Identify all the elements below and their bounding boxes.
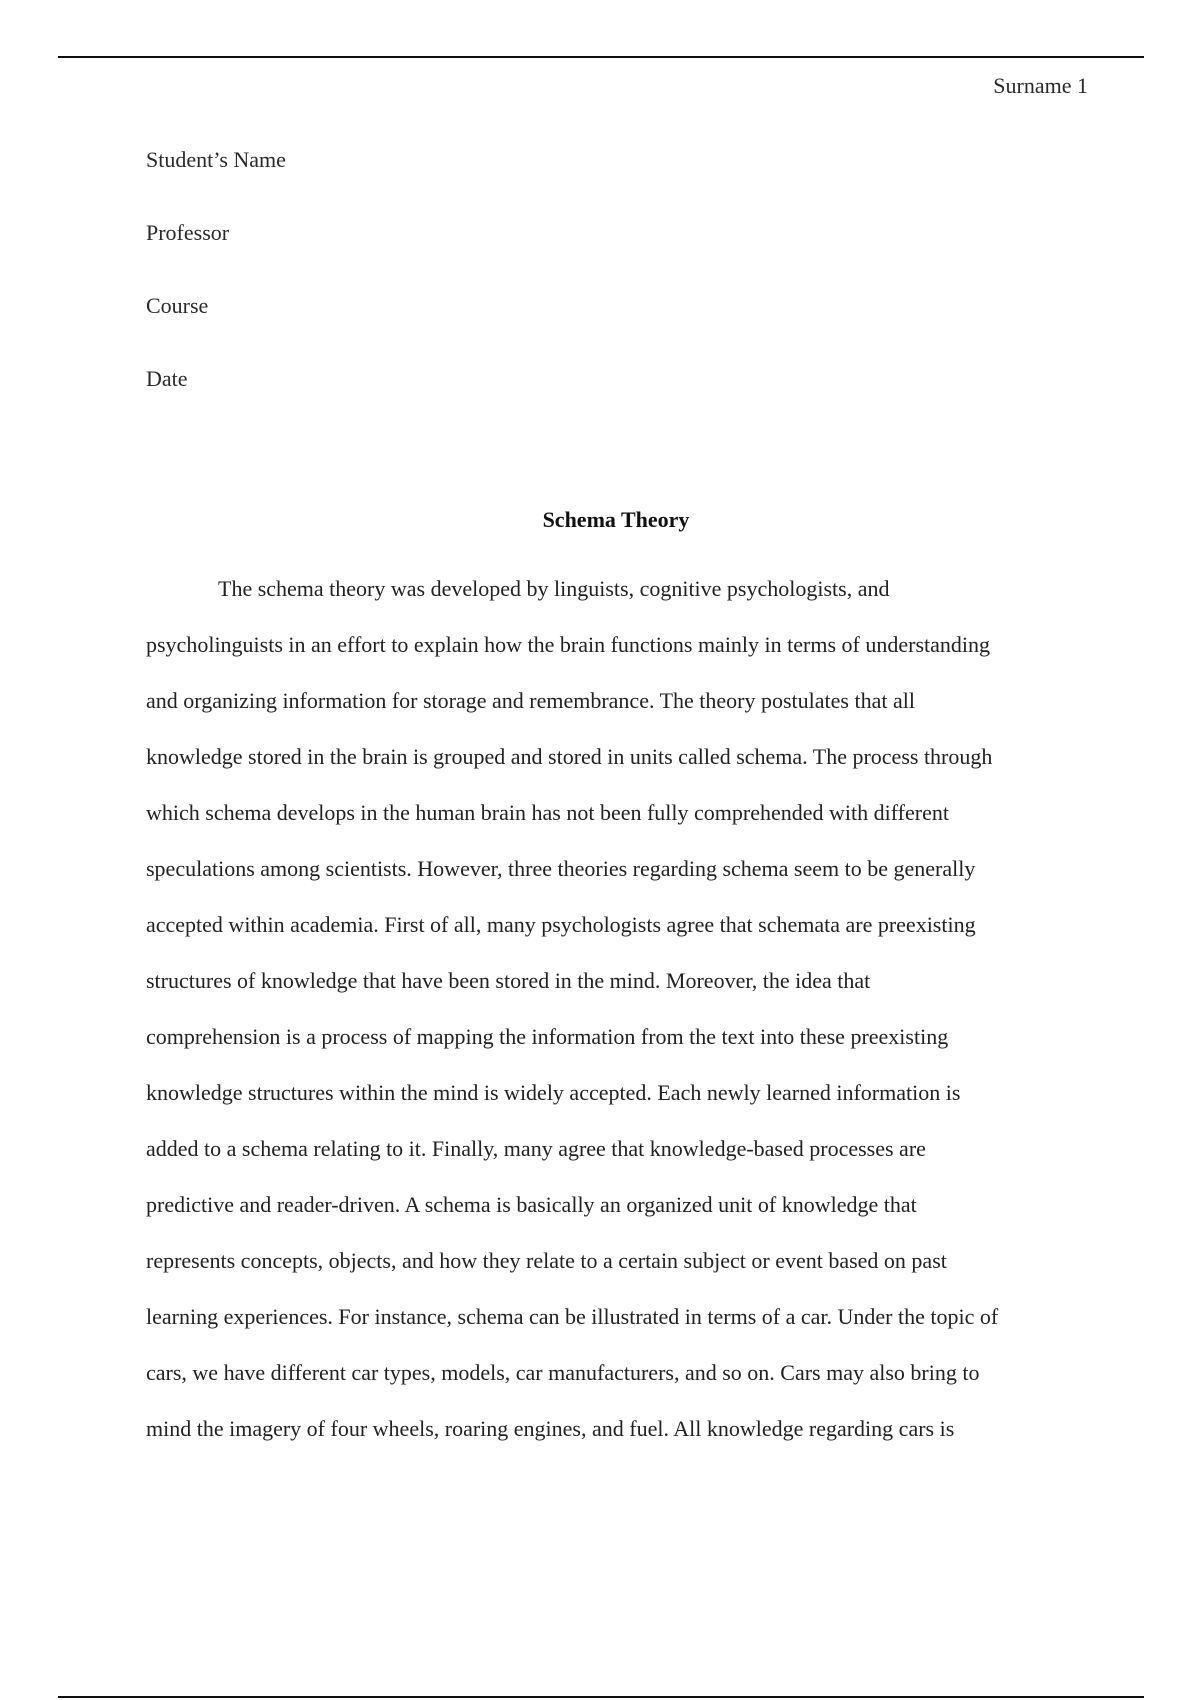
date: Date <box>146 366 188 391</box>
running-head: Surname 1 <box>993 73 1088 98</box>
mla-heading-block <box>146 146 1046 438</box>
paragraph-line: knowledge stored in the brain is grouped and stored in units called schema. The process through <box>146 744 993 769</box>
paragraph-line: The schema theory was developed by linguists, cognitive psychologists, and <box>218 576 890 601</box>
paragraph-line: accepted within academia. First of all, many psychologists agree that schemata are preexisting <box>146 912 976 937</box>
paragraph-line: predictive and reader-driven. A schema is basically an organized unit of knowledge that <box>146 1192 917 1217</box>
paragraph-line: psycholinguists in an effort to explain how the brain functions mainly in terms of understanding <box>146 632 991 657</box>
professor-name: Professor <box>146 220 230 245</box>
student-name: Student’s Name <box>146 147 286 172</box>
paragraph-line: comprehension is a process of mapping the information from the text into these preexisting <box>146 1024 949 1049</box>
paragraph-line: speculations among scientists. However, three theories regarding schema seem to be generally <box>146 856 976 881</box>
paragraph-line: structures of knowledge that have been stored in the mind. Moreover, the idea that <box>146 968 871 993</box>
paragraph-line: learning experiences. For instance, schema can be illustrated in terms of a car. Under the topic of <box>146 1304 999 1329</box>
paragraph-line: knowledge structures within the mind is widely accepted. Each newly learned information is <box>146 1080 961 1105</box>
paragraph-line: which schema develops in the human brain has not been fully comprehended with different <box>146 800 949 825</box>
body-paragraph <box>146 575 1086 1471</box>
paragraph-line: added to a schema relating to it. Finally, many agree that knowledge-based processes are <box>146 1136 926 1161</box>
course-name: Course <box>146 293 209 318</box>
paragraph-line: and organizing information for storage and remembrance. The theory postulates that all <box>146 688 915 713</box>
essay-title: Schema Theory <box>542 507 690 532</box>
paragraph-line: represents concepts, objects, and how they relate to a certain subject or event based on past <box>146 1248 947 1273</box>
paragraph-line: cars, we have different car types, models, car manufacturers, and so on. Cars may also bring to <box>146 1360 980 1385</box>
bottom-page-border <box>58 1696 1144 1698</box>
paragraph-line: mind the imagery of four wheels, roaring engines, and fuel. All knowledge regarding cars is <box>146 1416 955 1441</box>
